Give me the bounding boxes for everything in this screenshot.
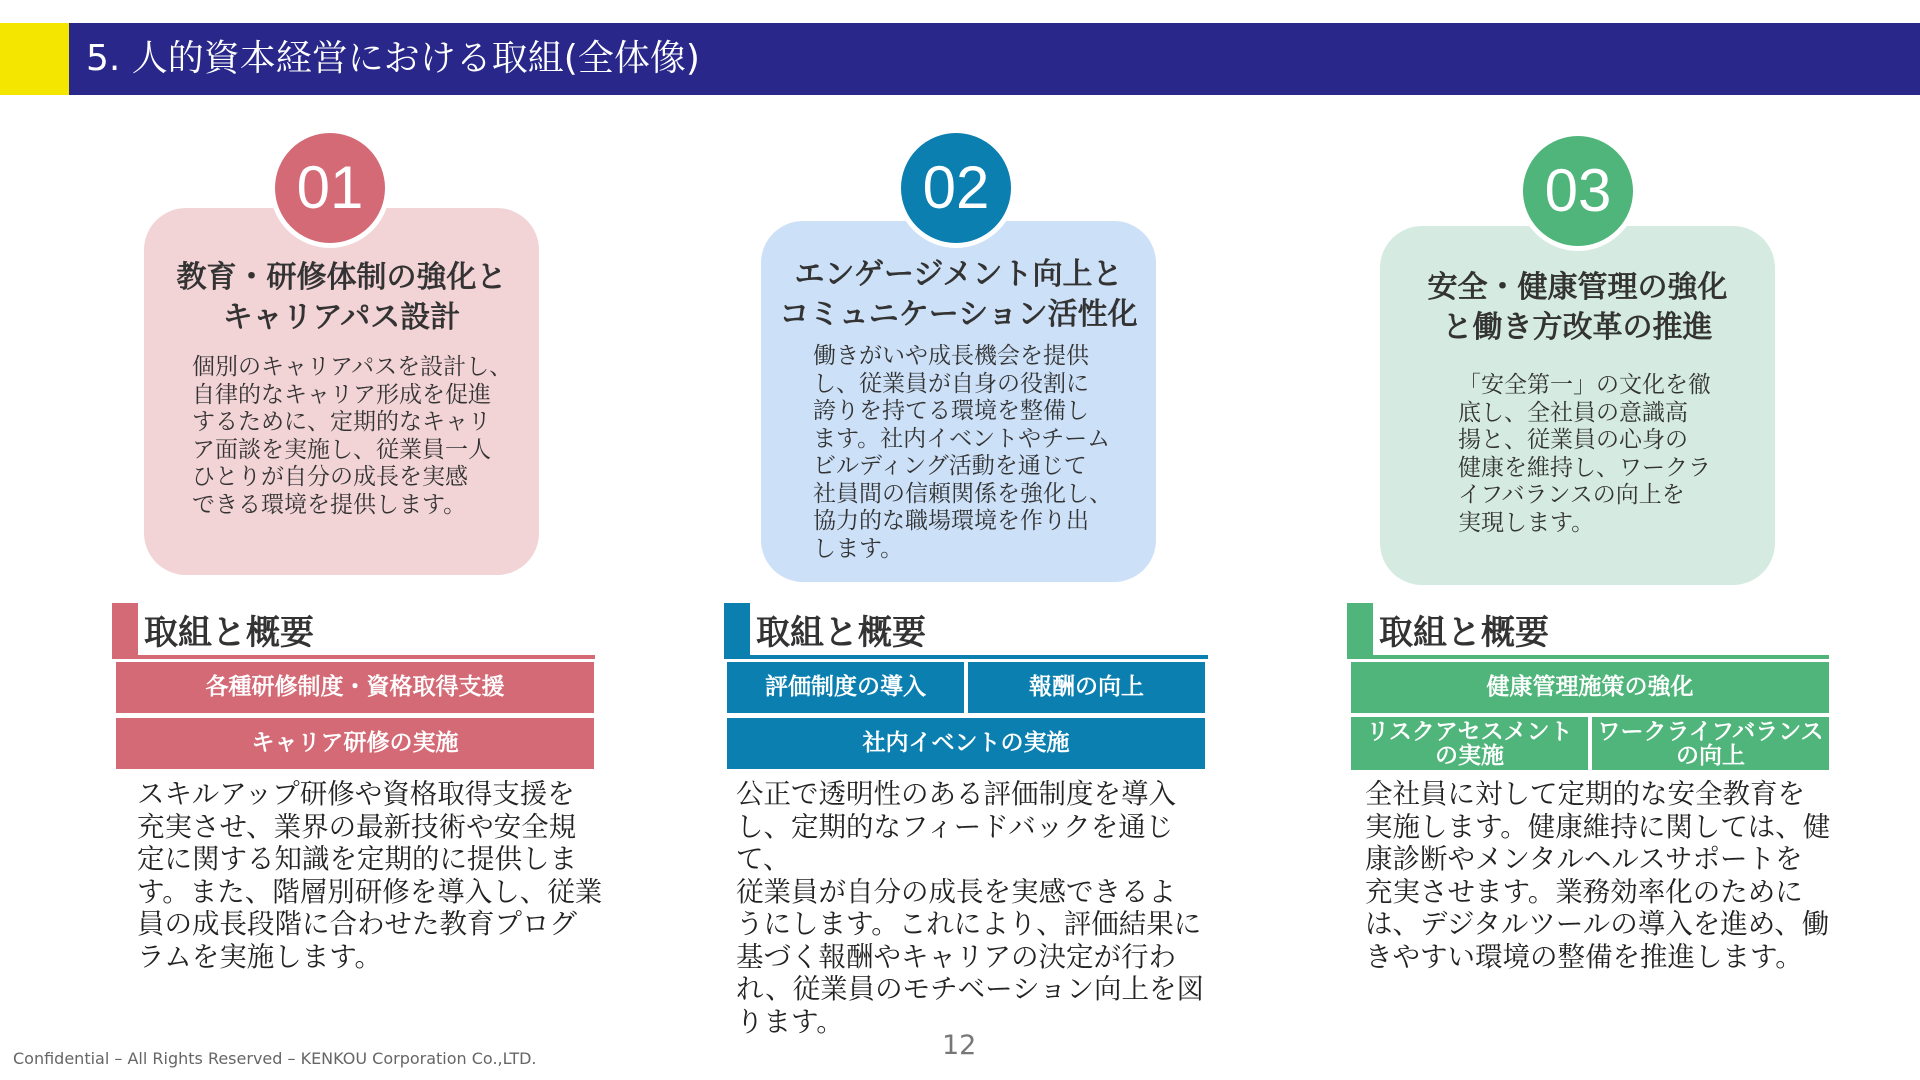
section-marker [1347,603,1373,655]
tag-training-support: 各種研修制度・資格取得支援 [116,662,594,713]
tag-health-management: 健康管理施策の強化 [1351,662,1829,713]
card-3 [1380,226,1775,585]
number-badge-02: 02 [896,128,1016,248]
card-description: 「安全第一」の文化を徹 底し、全社員の意識高 揚と、従業員の心身の 健康を維持し、ワークラ イフバランスの向上を 実現します。 [1458,372,1711,536]
tag-work-life-balance: ワークライフバランス の向上 [1592,717,1829,770]
section-header [724,603,1208,655]
tag-company-events: 社内イベントの実施 [727,718,1205,769]
page-title: 5. 人的資本経営における取組(全体像) [86,38,700,79]
card-title: 安全・健康管理の強化 と働き方改革の推進 [1427,270,1728,345]
tag-career-training: キャリア研修の実施 [116,718,594,769]
body-text: 全社員に対して定期的な安全教育を 実施します。健康維持に関しては、健 康診断やメンタルヘルスサポートを 充実させます。業務効率化のために は、デジタルツールの導入を進め、働 きやすい環境の整備を推進します。 [1365,778,1831,973]
card-title: 教育・研修体制の強化と キャリアパス設計 [176,260,507,335]
section-title: 取組と概要 [1379,613,1549,653]
body-text: 公正で透明性のある評価制度を導入 し、定期的なフィードバックを通じて、 従業員が自分の成長を実感できるよ うにします。これにより、評価結果に 基づく報酬やキャリアの決定が行わ れ、従業員のモチベーション向上を図 ります。 [736,778,1205,1038]
card-description: 個別のキャリアパスを設計し、 自律的なキャリア形成を促進 するために、定期的なキャリ ア面談を実施し、従業員一人 ひとりが自分の成長を実感 できる環境を提供します。 [192,354,513,518]
body-text: スキルアップ研修や資格取得支援を 充実させ、業界の最新技術や安全規 定に関する知識を定期的に提供しま す。また、階層別研修を導入し、従業 員の成長段階に合わせた教育プログ ラムを実施します。 [137,778,603,973]
tag-evaluation-system: 評価制度の導入 [727,662,964,713]
section-underline [724,655,1208,659]
number-badge-03: 03 [1518,131,1638,251]
card-2 [761,221,1156,582]
section-header [1347,603,1829,655]
card-title: エンゲージメント向上と コミュニケーション活性化 [779,257,1138,332]
section-title: 取組と概要 [144,613,314,653]
number-badge-01: 01 [270,128,390,248]
card-description: 働きがいや成長機会を提供 し、従業員が自身の役割に 誇りを持てる環境を整備し ます。社内イベントやチーム ビルディング活動を通じて 社員間の信頼関係を強化し、 協力的な職場環境を作り出 します。 [813,343,1112,562]
section-marker [724,603,750,655]
page-number: 12 [942,1030,977,1061]
section-title: 取組と概要 [756,613,926,653]
section-underline [1347,655,1829,659]
tag-risk-assessment: リスクアセスメント の実施 [1351,717,1588,770]
footer-confidential: Confidential – All Rights Reserved – KENKOU Corporation Co.,LTD. [13,1049,537,1068]
tag-compensation: 報酬の向上 [968,662,1205,713]
